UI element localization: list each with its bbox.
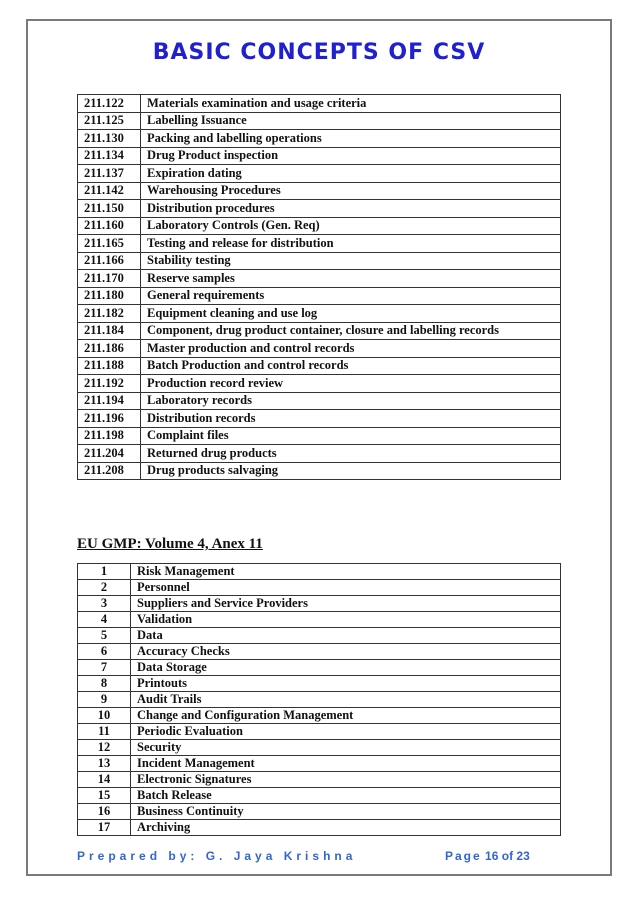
eu-item-number: 14: [78, 772, 131, 788]
eu-item-name: Suppliers and Service Providers: [131, 596, 561, 612]
cfr-section-description: Stability testing: [141, 252, 561, 270]
cfr-section-code: 211.194: [78, 392, 141, 410]
table-row: [78, 708, 561, 724]
eu-item-number: 9: [78, 692, 131, 708]
table-row: [78, 596, 561, 612]
table-row: [78, 676, 561, 692]
table-row: [78, 200, 561, 218]
cfr-section-description: Component, drug product container, closure and labelling records: [141, 322, 561, 340]
table-row: [78, 564, 561, 580]
table-row: [78, 112, 561, 130]
cfr-section-description: Warehousing Procedures: [141, 182, 561, 200]
cfr-section-description: Batch Production and control records: [141, 357, 561, 375]
eu-item-number: 15: [78, 788, 131, 804]
table-row: [78, 217, 561, 235]
eu-item-number: 5: [78, 628, 131, 644]
eu-item-number: 4: [78, 612, 131, 628]
cfr-section-description: Reserve samples: [141, 270, 561, 288]
eu-item-name: Risk Management: [131, 564, 561, 580]
table-row: [78, 130, 561, 148]
table-row: [78, 270, 561, 288]
eu-gmp-heading: EU GMP: Volume 4, Anex 11: [77, 536, 263, 552]
cfr-section-description: Complaint files: [141, 427, 561, 445]
table-row: [78, 772, 561, 788]
eu-item-number: 12: [78, 740, 131, 756]
eu-item-name: Data: [131, 628, 561, 644]
eu-item-name: Archiving: [131, 820, 561, 836]
eu-gmp-table-body: [78, 564, 561, 836]
eu-item-number: 1: [78, 564, 131, 580]
eu-item-number: 17: [78, 820, 131, 836]
cfr-section-code: 211.165: [78, 235, 141, 253]
table-row: [78, 147, 561, 165]
cfr-section-description: Laboratory records: [141, 392, 561, 410]
table-row: [78, 305, 561, 323]
table-row: [78, 165, 561, 183]
table-row: [78, 322, 561, 340]
cfr-section-code: 211.166: [78, 252, 141, 270]
eu-item-name: Incident Management: [131, 756, 561, 772]
table-row: [78, 357, 561, 375]
eu-gmp-table: [77, 563, 561, 836]
eu-item-name: Electronic Signatures: [131, 772, 561, 788]
cfr-section-description: Drug products salvaging: [141, 462, 561, 480]
cfr-section-description: Packing and labelling operations: [141, 130, 561, 148]
cfr-section-description: Laboratory Controls (Gen. Req): [141, 217, 561, 235]
table-row: [78, 756, 561, 772]
table-row: [78, 724, 561, 740]
table-row: [78, 788, 561, 804]
eu-item-number: 11: [78, 724, 131, 740]
cfr-section-description: Master production and control records: [141, 340, 561, 358]
table-row: [78, 692, 561, 708]
footer-of-word: of: [501, 849, 514, 863]
table-row: [78, 644, 561, 660]
eu-item-number: 16: [78, 804, 131, 820]
table-row: [78, 612, 561, 628]
footer-page-number: [445, 849, 530, 863]
footer-page-total: 23: [516, 849, 530, 863]
cfr-section-code: 211.184: [78, 322, 141, 340]
eu-item-name: Audit Trails: [131, 692, 561, 708]
eu-item-name: Accuracy Checks: [131, 644, 561, 660]
table-row: [78, 462, 561, 480]
table-row: [78, 252, 561, 270]
eu-item-number: 3: [78, 596, 131, 612]
table-row: [78, 182, 561, 200]
eu-item-number: 2: [78, 580, 131, 596]
cfr-section-description: Labelling Issuance: [141, 112, 561, 130]
table-row: [78, 410, 561, 428]
table-row: [78, 95, 561, 113]
table-row: [78, 628, 561, 644]
cfr-section-code: 211.204: [78, 445, 141, 463]
cfr-section-description: Distribution records: [141, 410, 561, 428]
cfr-section-description: Equipment cleaning and use log: [141, 305, 561, 323]
cfr-section-code: 211.188: [78, 357, 141, 375]
table-row: [78, 580, 561, 596]
eu-item-number: 13: [78, 756, 131, 772]
cfr-section-code: 211.130: [78, 130, 141, 148]
eu-item-name: Business Continuity: [131, 804, 561, 820]
cfr-section-code: 211.196: [78, 410, 141, 428]
eu-item-name: Personnel: [131, 580, 561, 596]
eu-item-name: Validation: [131, 612, 561, 628]
cfr-section-description: Returned drug products: [141, 445, 561, 463]
table-row: [78, 392, 561, 410]
cfr-section-code: 211.182: [78, 305, 141, 323]
eu-item-name: Batch Release: [131, 788, 561, 804]
cfr-section-code: 211.134: [78, 147, 141, 165]
cfr-section-code: 211.125: [78, 112, 141, 130]
table-row: [78, 660, 561, 676]
cfr-section-code: 211.160: [78, 217, 141, 235]
footer-prepared-by: Prepared by: G. Jaya Krishna: [77, 849, 357, 863]
cfr-section-code: 211.150: [78, 200, 141, 218]
table-row: [78, 287, 561, 305]
cfr-section-code: 211.208: [78, 462, 141, 480]
cfr-section-code: 211.186: [78, 340, 141, 358]
cfr-section-code: 211.142: [78, 182, 141, 200]
cfr-section-code: 211.122: [78, 95, 141, 113]
footer-page-word: Page: [445, 849, 482, 863]
table-row: [78, 427, 561, 445]
table-row: [78, 820, 561, 836]
cfr-section-description: Materials examination and usage criteria: [141, 95, 561, 113]
eu-item-number: 10: [78, 708, 131, 724]
cfr-section-description: Distribution procedures: [141, 200, 561, 218]
page-title: BASIC CONCEPTS OF CSV: [152, 40, 486, 65]
table-row: [78, 804, 561, 820]
table-row: [78, 340, 561, 358]
cfr-section-description: Testing and release for distribution: [141, 235, 561, 253]
table-row: [78, 375, 561, 393]
cfr-section-code: 211.180: [78, 287, 141, 305]
table-row: [78, 235, 561, 253]
cfr-table: [77, 94, 561, 480]
eu-item-name: Data Storage: [131, 660, 561, 676]
cfr-section-description: Expiration dating: [141, 165, 561, 183]
eu-item-number: 7: [78, 660, 131, 676]
cfr-section-description: Production record review: [141, 375, 561, 393]
cfr-section-code: 211.170: [78, 270, 141, 288]
table-row: [78, 445, 561, 463]
cfr-section-code: 211.137: [78, 165, 141, 183]
cfr-table-body: [78, 95, 561, 480]
eu-item-number: 8: [78, 676, 131, 692]
eu-item-name: Security: [131, 740, 561, 756]
eu-item-number: 6: [78, 644, 131, 660]
table-row: [78, 740, 561, 756]
eu-item-name: Periodic Evaluation: [131, 724, 561, 740]
cfr-section-description: General requirements: [141, 287, 561, 305]
cfr-section-code: 211.192: [78, 375, 141, 393]
eu-item-name: Change and Configuration Management: [131, 708, 561, 724]
footer-page-current: 16: [485, 849, 499, 863]
cfr-section-description: Drug Product inspection: [141, 147, 561, 165]
eu-item-name: Printouts: [131, 676, 561, 692]
cfr-section-code: 211.198: [78, 427, 141, 445]
